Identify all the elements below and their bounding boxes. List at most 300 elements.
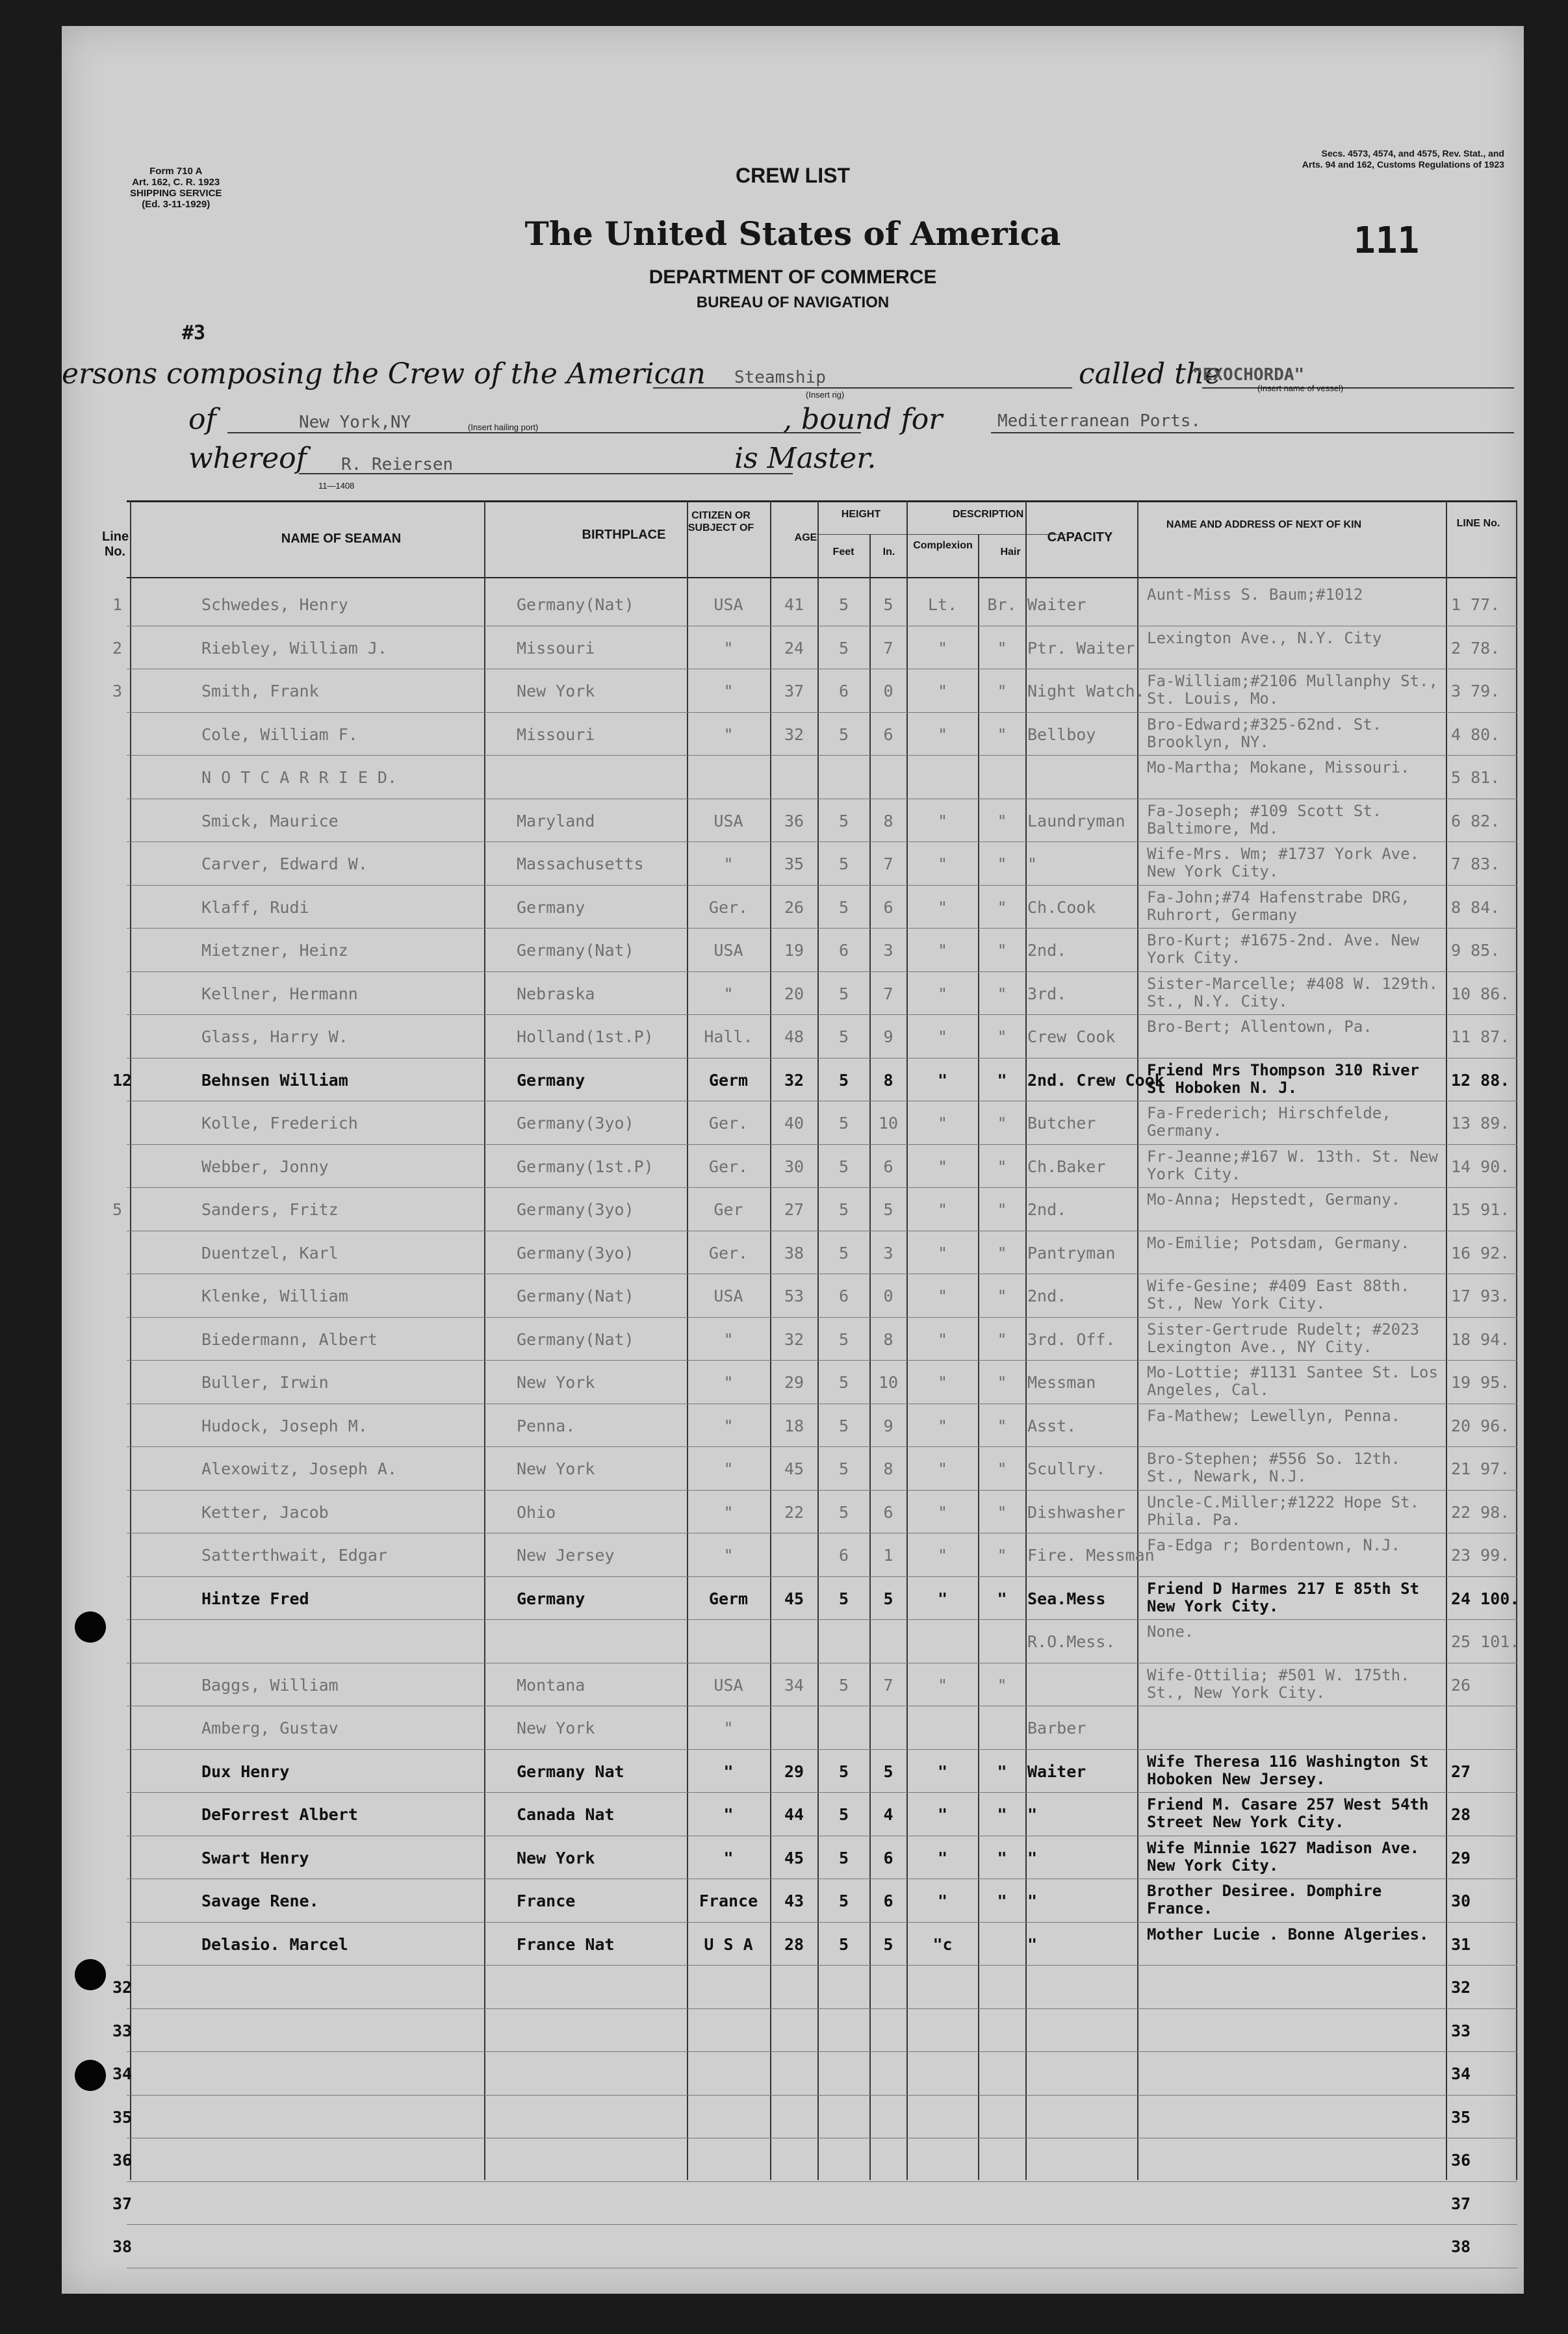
birthplace-cell: Germany(Nat) [517,941,634,960]
next-of-kin-cell: Fa-Frederich; Hirschfelde, Germany. [1147,1104,1391,1140]
age-cell: 35 [784,854,804,873]
feet-cell: 5 [838,1071,849,1090]
next-of-kin-cell: Sister-Marcelle; #408 W. 129th. St., N.Y. City. [1147,975,1438,1010]
seaman-name: Ketter, Jacob [201,1503,329,1522]
next-of-kin-cell [1147,1969,1445,2010]
left-line-number: 1 [112,595,123,614]
right-line-number: 6 82. [1451,812,1500,830]
hair-cell: " [997,941,1007,960]
next-of-kin-cell: Lexington Ave., N.Y. City [1147,629,1382,647]
col-line-right: LINE No. [1456,518,1500,529]
right-line-number: 2 78. [1451,639,1500,658]
age-cell: 22 [784,1503,804,1522]
feet-cell: 5 [838,1459,849,1478]
birthplace-cell: Penna. [517,1417,576,1435]
age-cell: 34 [784,1676,804,1695]
citizen-cell: USA [713,941,743,960]
age-cell: 45 [784,1589,804,1608]
right-line-number: 14 90. [1451,1157,1510,1176]
col-age: AGE [794,532,817,543]
citizen-cell: Ger [713,1200,743,1219]
hair-cell: " [997,1849,1007,1867]
citizen-cell: Ger. [708,1114,749,1133]
inches-cell: 5 [883,1589,893,1608]
left-line-number: 12 [112,1071,133,1090]
punch-hole [75,1959,106,1990]
age-cell: 40 [784,1114,804,1133]
left-line-number: 37 [112,2194,133,2213]
right-line-number: 23 99. [1451,1546,1510,1565]
citizen-cell: " [723,1805,734,1824]
hair-cell: " [997,1892,1007,1910]
inches-cell: 3 [883,941,893,960]
punch-hole [75,1611,106,1643]
right-line-number: 10 86. [1451,984,1510,1003]
left-line-number: 36 [112,2151,133,2170]
right-line-number: 3 79. [1451,682,1500,700]
inches-cell: 8 [883,812,893,830]
next-of-kin-cell [1147,2185,1445,2226]
citizen-cell: Ger. [708,1157,749,1176]
inches-cell: 6 [883,1503,893,1522]
age-cell: 18 [784,1417,804,1435]
bureau-heading: BUREAU OF NAVIGATION [696,294,890,311]
right-line-number: 9 85. [1451,941,1500,960]
age-cell: 48 [784,1027,804,1046]
left-line-number: 38 [112,2237,133,2256]
form-title: CREW LIST [736,164,850,187]
inches-cell: 7 [883,1676,893,1695]
inches-cell: 6 [883,898,893,917]
citizen-cell: " [723,1459,734,1478]
next-of-kin-cell: Fr-Jeanne;#167 W. 13th. St. New York City. [1147,1148,1438,1183]
complexion-cell: " [937,725,948,744]
age-cell: 45 [784,1459,804,1478]
complexion-cell: "c [932,1935,953,1954]
next-of-kin-cell: Bro-Edward;#325-62nd. St. Brooklyn, NY. [1147,715,1382,751]
complexion-cell: " [937,1849,948,1867]
right-line-number: 36 [1451,2151,1471,2170]
birthplace-cell: Germany(1st.P) [517,1157,654,1176]
age-cell: 37 [784,682,804,700]
divider-i [1025,500,1027,2180]
right-line-number: 26 [1451,1676,1471,1695]
port-rule [227,432,861,433]
seaman-name: Satterthwait, Edgar [201,1546,387,1565]
complexion-cell: " [937,1114,948,1133]
department-heading: DEPARTMENT OF COMMERCE [649,266,937,288]
seaman-name: Webber, Jonny [201,1157,329,1176]
next-of-kin-cell: Brother Desiree. Domphire France. [1147,1882,1382,1917]
col-next-of-kin: NAME AND ADDRESS OF NEXT OF KIN [1166,519,1362,530]
feet-cell: 5 [838,725,849,744]
next-of-kin-cell: Fa-Joseph; #109 Scott St. Baltimore, Md. [1147,802,1382,838]
hair-cell: " [997,1805,1007,1824]
left-line-number: 2 [112,639,123,658]
next-of-kin-cell: Fa-William;#2106 Mullanphy St., St. Louis, Mo. [1147,672,1438,708]
age-cell: 19 [784,941,804,960]
age-cell: 43 [784,1892,804,1910]
capacity-cell: 2nd. [1027,1200,1067,1219]
of-label: of [188,403,216,436]
birthplace-cell: New Jersey [517,1546,615,1565]
citizen-cell: France [699,1892,758,1910]
citizen-cell: " [723,1762,734,1781]
inches-cell: 4 [883,1805,893,1824]
age-cell: 45 [784,1849,804,1867]
feet-cell: 5 [838,1805,849,1824]
seaman-name: Baggs, William [201,1676,339,1695]
seaman-name: Klenke, William [201,1287,348,1305]
birthplace-cell: New York [517,1459,595,1478]
hair-cell: " [997,1676,1007,1695]
age-cell: 29 [784,1762,804,1781]
hair-cell: " [997,1417,1007,1435]
inches-cell: 0 [883,682,893,700]
form-code: 11—1408 [318,481,355,491]
hair-cell: " [997,898,1007,917]
right-line-number: 28 [1451,1805,1471,1824]
col-complexion: Complexion [913,540,973,551]
complexion-cell: " [937,1503,948,1522]
capacity-cell: Ch.Cook [1027,898,1096,917]
right-line-number: 30 [1451,1892,1471,1910]
birthplace-cell: Massachusetts [517,854,644,873]
citizen-cell: USA [713,1676,743,1695]
inches-cell: 6 [883,1849,893,1867]
next-of-kin-cell: Fa-John;#74 Hafenstrabe DRG, Ruhrort, Germany [1147,888,1410,924]
complexion-cell: " [937,1200,948,1219]
rig-rule [653,387,1072,389]
complexion-cell: " [937,1287,948,1305]
right-line-number: 18 94. [1451,1330,1510,1349]
right-line-number: 12 88. [1451,1071,1510,1090]
inches-cell: 5 [883,1200,893,1219]
seaman-name: Kellner, Hermann [201,984,358,1003]
right-line-number: 35 [1451,2108,1471,2127]
inches-cell: 5 [883,595,893,614]
right-line-number: 21 97. [1451,1459,1510,1478]
next-of-kin-cell: Mother Lucie . Bonne Algeries. [1147,1925,1429,1943]
feet-cell: 5 [838,1762,849,1781]
birthplace-cell: Canada Nat [517,1805,615,1824]
divider-f [869,534,871,2180]
hair-cell: " [997,725,1007,744]
inches-cell: 8 [883,1071,893,1090]
hailing-port: New York,NY [299,413,411,432]
hair-cell: " [997,1287,1007,1305]
citizen-cell: Ger. [708,1244,749,1263]
divider-e [817,500,819,2180]
citizen-cell: " [723,1849,734,1867]
complexion-cell: Lt. [927,595,958,614]
col-inches: In. [882,546,895,558]
capacity-cell: Butcher [1027,1114,1096,1133]
next-of-kin-cell: Wife-Ottilia; #501 W. 175th. St., New York City. [1147,1666,1410,1702]
seaman-name: Hudock, Joseph M. [201,1417,368,1435]
next-of-kin-cell: Bro-Stephen; #556 So. 12th. St., Newark, N.J. [1147,1450,1401,1485]
divider-d [770,500,771,2180]
hair-cell: " [997,1071,1007,1090]
complexion-cell: " [937,1244,948,1263]
next-of-kin-cell: Friend Mrs Thompson 310 River St Hoboken N. J. [1147,1061,1420,1097]
age-cell: 26 [784,898,804,917]
seaman-name: Carver, Edward W. [201,854,368,873]
intro-line-1: ersons composing the Crew of the American [62,357,706,391]
header-subrule [817,534,1066,535]
divider-h [978,534,979,2180]
right-line-number: 7 83. [1451,854,1500,873]
feet-cell: 6 [838,682,849,700]
birthplace-cell: France Nat [517,1935,615,1954]
birthplace-cell: Germany [517,1071,585,1090]
capacity-cell: 2nd. Crew Cook [1027,1071,1164,1090]
citizen-cell: USA [713,812,743,830]
right-line-number: 16 92. [1451,1244,1510,1263]
age-cell: 53 [784,1287,804,1305]
age-cell: 27 [784,1200,804,1219]
col-citizen: CITIZEN OR SUBJECT OF [688,510,754,533]
inches-cell: 8 [883,1459,893,1478]
right-line-number: 1 77. [1451,595,1500,614]
next-of-kin-cell [1147,2142,1445,2183]
page-number: 111 [1354,220,1420,262]
master-name: R. Reiersen [341,455,454,474]
capacity-cell: Ptr. Waiter [1027,639,1135,658]
next-of-kin-cell: Mo-Martha; Mokane, Missouri. [1147,758,1410,776]
is-master-label: is Master. [734,442,877,475]
seaman-name: Swart Henry [201,1849,309,1867]
feet-cell: 6 [838,1546,849,1565]
hair-cell: Br. [987,595,1017,614]
crew-list-form [62,26,1524,2294]
divider-l [1516,500,1517,2180]
seaman-name: Behnsen William [201,1071,348,1090]
feet-cell: 5 [838,1200,849,1219]
birthplace-cell: Germany(3yo) [517,1244,634,1263]
seaman-name: Smith, Frank [201,682,319,700]
next-of-kin-cell: Bro-Kurt; #1675-2nd. Ave. New York City. [1147,931,1420,967]
feet-cell: 5 [838,1935,849,1954]
inches-cell: 0 [883,1287,893,1305]
header-bottom-rule [127,577,1517,578]
seaman-name: Sanders, Fritz [201,1200,339,1219]
right-line-number: 17 93. [1451,1287,1510,1305]
vessel-rule [1202,387,1514,389]
right-line-number: 4 80. [1451,725,1500,744]
right-line-number: 29 [1451,1849,1471,1867]
next-of-kin-cell [1147,2099,1445,2140]
age-cell: 24 [784,639,804,658]
seaman-name: DeForrest Albert [201,1805,358,1824]
inches-cell: 1 [883,1546,893,1565]
col-height: HEIGHT [841,509,881,520]
feet-cell: 6 [838,941,849,960]
port-hint: (Insert hailing port) [468,422,539,432]
hair-cell: " [997,1546,1007,1565]
birthplace-cell: Ohio [517,1503,556,1522]
age-cell: 41 [784,595,804,614]
divider-a [130,500,131,2180]
next-of-kin-cell [1147,1710,1445,1750]
next-of-kin-cell: Wife-Mrs. Wm; #1737 York Ave. New York City. [1147,845,1420,880]
feet-cell: 5 [838,1589,849,1608]
citizen-cell: " [723,639,734,658]
capacity-cell: Asst. [1027,1417,1077,1435]
destination-rule [991,432,1514,433]
seaman-name: Buller, Irwin [201,1373,329,1392]
next-of-kin-cell: Fa-Edga r; Bordentown, N.J. [1147,1536,1401,1554]
seaman-name: Delasio. Marcel [201,1935,348,1954]
citizen-cell: " [723,854,734,873]
birthplace-cell: Maryland [517,812,595,830]
vessel-hint: (Insert name of vessel) [1257,383,1344,393]
citizen-cell: " [723,1546,734,1565]
inches-cell: 5 [883,1935,893,1954]
capacity-cell: Messman [1027,1373,1096,1392]
citizen-cell: " [723,1417,734,1435]
inches-cell: 8 [883,1330,893,1349]
right-line-number: 34 [1451,2064,1471,2083]
divider-c [687,500,688,2180]
complexion-cell: " [937,1027,948,1046]
inches-cell: 5 [883,1762,893,1781]
citizen-cell: " [723,984,734,1003]
feet-cell: 5 [838,1244,849,1263]
citizen-cell: " [723,1503,734,1522]
complexion-cell: " [937,1157,948,1176]
seaman-name: Schwedes, Henry [201,595,348,614]
next-of-kin-cell: Friend M. Casare 257 West 54th Street New York City. [1147,1795,1429,1831]
feet-cell: 5 [838,1676,849,1695]
right-line-number: 8 84. [1451,898,1500,917]
citizen-cell: Germ [708,1589,749,1608]
complexion-cell: " [937,1676,948,1695]
left-line-number: 35 [112,2108,133,2127]
destination: Mediterranean Ports. [997,411,1202,431]
left-line-number: 5 [112,1200,123,1219]
right-line-number: 38 [1451,2237,1471,2256]
seaman-name: Biedermann, Albert [201,1330,378,1349]
hair-cell: " [997,854,1007,873]
capacity-cell: 3rd. [1027,984,1067,1003]
capacity-cell: Bellboy [1027,725,1096,744]
age-cell: 44 [784,1805,804,1824]
capacity-cell: " [1027,1805,1038,1824]
col-line-left: Line No. [102,530,129,559]
capacity-cell: Scullry. [1027,1459,1106,1478]
citizen-cell: Ger. [708,898,749,917]
capacity-cell: R.O.Mess. [1027,1632,1116,1651]
feet-cell: 5 [838,1114,849,1133]
age-cell: 38 [784,1244,804,1263]
age-cell: 28 [784,1935,804,1954]
left-line-number: 3 [112,682,123,700]
seaman-name: Klaff, Rudi [201,898,309,917]
complexion-cell: " [937,1071,948,1090]
feet-cell: 5 [838,595,849,614]
complexion-cell: " [937,1805,948,1824]
hair-cell: " [997,1589,1007,1608]
seaman-name: Amberg, Gustav [201,1719,339,1738]
next-of-kin-cell: Uncle-C.Miller;#1222 Hope St. Phila. Pa. [1147,1493,1420,1529]
seaman-name: Kolle, Frederich [201,1114,358,1133]
feet-cell: 5 [838,1892,849,1910]
complexion-cell: " [937,812,948,830]
col-hair: Hair [1000,546,1021,558]
inches-cell: 7 [883,639,893,658]
inches-cell: 7 [883,854,893,873]
inches-cell: 6 [883,725,893,744]
hair-cell: " [997,1157,1007,1176]
birthplace-cell: France [517,1892,576,1910]
birthplace-cell: New York [517,1373,595,1392]
feet-cell: 5 [838,1027,849,1046]
seaman-name: Duentzel, Karl [201,1244,339,1263]
feet-cell: 5 [838,1157,849,1176]
capacity-cell: " [1027,1849,1038,1867]
hair-cell: " [997,984,1007,1003]
complexion-cell: " [937,639,948,658]
next-of-kin-cell: Aunt-Miss S. Baum;#1012 [1147,585,1363,604]
inches-cell: 6 [883,1157,893,1176]
next-of-kin-cell: Mo-Emilie; Potsdam, Germany. [1147,1234,1410,1252]
seaman-name: Riebley, William J. [201,639,387,658]
complexion-cell: " [937,854,948,873]
table-top-rule [127,500,1517,502]
inches-cell: 6 [883,1892,893,1910]
birthplace-cell: Germany(Nat) [517,1330,634,1349]
capacity-cell: " [1027,1892,1038,1910]
age-cell: 20 [784,984,804,1003]
hair-cell: " [997,1330,1007,1349]
rig-value: Steamship [734,368,826,387]
birthplace-cell: Nebraska [517,984,595,1003]
seaman-name: N O T C A R R I E D. [201,768,398,787]
capacity-cell: Sea.Mess [1027,1589,1106,1608]
complexion-cell: " [937,1330,948,1349]
next-of-kin-cell: Bro-Bert; Allentown, Pa. [1147,1018,1372,1036]
col-description: DESCRIPTION [952,509,1024,520]
capacity-cell: 2nd. [1027,941,1067,960]
age-cell: 30 [784,1157,804,1176]
hair-cell: " [997,1244,1007,1263]
capacity-cell: Fire. Messman [1027,1546,1155,1565]
left-line-number: 34 [112,2064,133,2083]
birthplace-cell: Germany(Nat) [517,595,634,614]
birthplace-cell: New York [517,1849,595,1867]
complexion-cell: " [937,1589,948,1608]
capacity-cell: Night Watch. [1027,682,1145,700]
hair-cell: " [997,1762,1007,1781]
feet-cell: 5 [838,1417,849,1435]
whereof-label: whereof [188,442,307,475]
capacity-cell: Ch.Baker [1027,1157,1106,1176]
right-line-number: 31 [1451,1935,1471,1954]
seaman-name: Savage Rene. [201,1892,319,1910]
complexion-cell: " [937,984,948,1003]
complexion-cell: " [937,1373,948,1392]
seaman-name: Cole, William F. [201,725,358,744]
right-line-number: 15 91. [1451,1200,1510,1219]
right-line-number: 13 89. [1451,1114,1510,1133]
citizen-cell: USA [713,595,743,614]
capacity-cell: Barber [1027,1719,1086,1738]
divider-k [1446,500,1447,2180]
citizen-cell: " [723,1330,734,1349]
inches-cell: 9 [883,1027,893,1046]
divider-j [1137,500,1138,2180]
